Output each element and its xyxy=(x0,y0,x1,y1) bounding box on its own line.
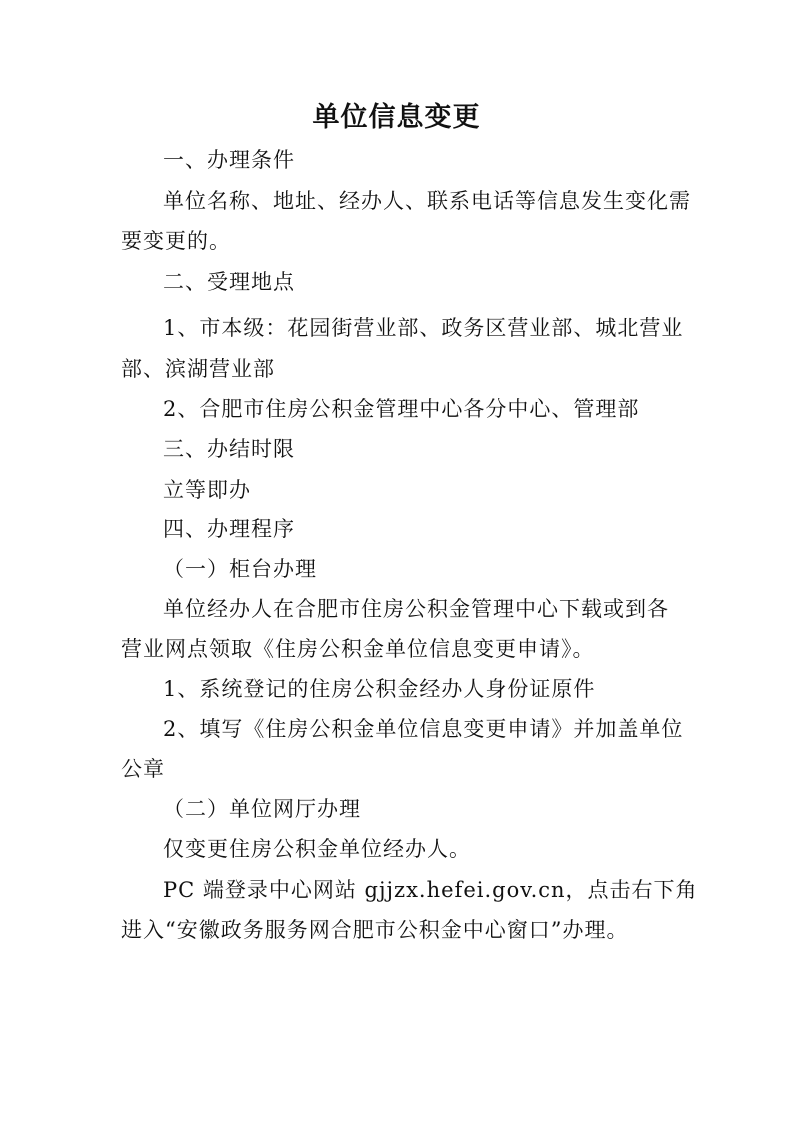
heading-location: 二、受理地点 xyxy=(163,270,295,294)
conditions-text-line-2: 要变更的。 xyxy=(121,229,231,253)
location-item-1-line-2: 部、滨湖营业部 xyxy=(121,357,275,381)
heading-time-limit: 三、办结时限 xyxy=(163,437,295,461)
time-limit-text: 立等即办 xyxy=(163,478,251,502)
counter-item-2-line-1: 2、填写《住房公积金单位信息变更申请》并加盖单位 xyxy=(163,717,684,741)
heading-conditions: 一、办理条件 xyxy=(163,148,295,172)
online-text-2-line-1: PC 端登录中心网站 gjjzx.hefei.gov.cn，点击右下角 xyxy=(163,878,698,902)
location-item-2: 2、合肥市住房公积金管理中心各分中心、管理部 xyxy=(163,397,640,421)
counter-item-1: 1、系统登记的住房公积金经办人身份证原件 xyxy=(163,677,596,701)
heading-counter-handling: （一）柜台办理 xyxy=(163,557,317,581)
page-title: 单位信息变更 xyxy=(312,102,481,133)
counter-item-2-line-2: 公章 xyxy=(121,757,165,781)
conditions-text-line-1: 单位名称、地址、经办人、联系电话等信息发生变化需 xyxy=(163,189,691,213)
heading-procedure: 四、办理程序 xyxy=(163,517,295,541)
location-item-1-line-1: 1、市本级：花园街营业部、政务区营业部、城北营业 xyxy=(163,316,684,340)
counter-intro-line-2: 营业网点领取《住房公积金单位信息变更申请》。 xyxy=(121,637,595,661)
heading-online-handling: （二）单位网厅办理 xyxy=(163,797,361,821)
online-text-1: 仅变更住房公积金单位经办人。 xyxy=(163,837,471,861)
online-text-2-line-2: 进入“安徽政务服务网合肥市公积金中心窗口”办理。 xyxy=(121,918,629,942)
counter-intro-line-1: 单位经办人在合肥市住房公积金管理中心下载或到各 xyxy=(163,597,669,621)
